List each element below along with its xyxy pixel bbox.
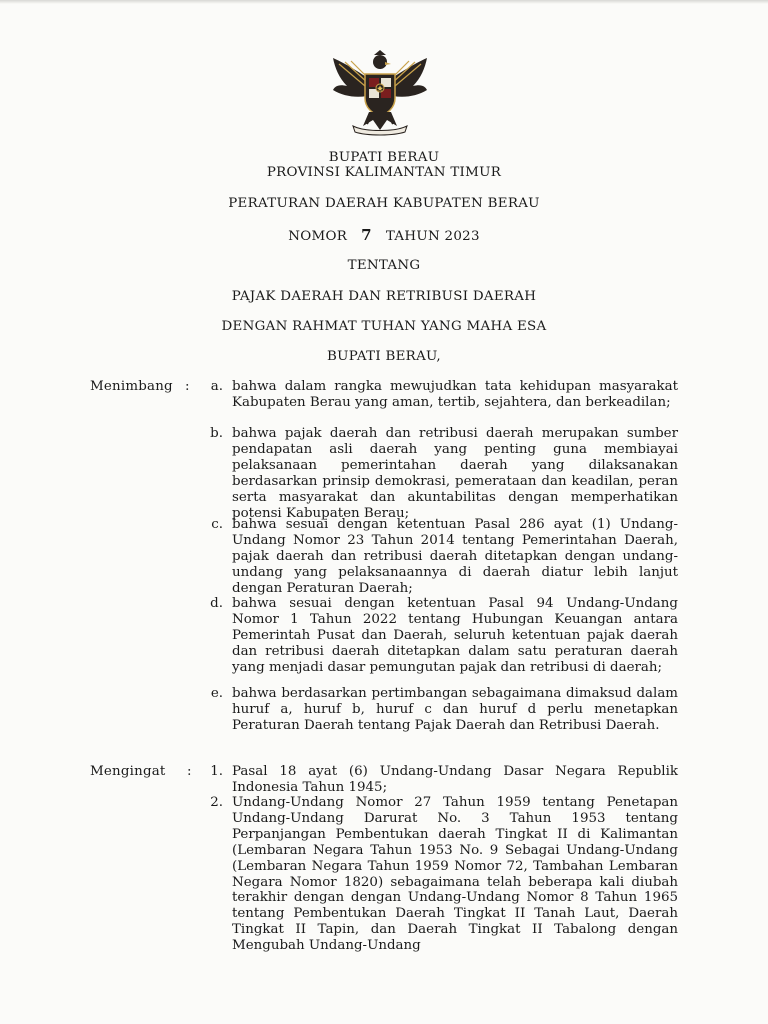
regulation-subject: PAJAK DAERAH DAN RETRIBUSI DAERAH — [231, 289, 537, 304]
menimbang-colon: : — [185, 379, 190, 394]
item-marker: 2. — [210, 795, 223, 810]
invocation-line: DENGAN RAHMAT TUHAN YANG MAHA ESA — [221, 319, 547, 334]
nomor-label: NOMOR — [288, 229, 348, 244]
scan-edge — [0, 0, 768, 4]
item-marker: a. — [210, 379, 223, 394]
item-marker: c. — [211, 517, 223, 532]
province-title: PROVINSI KALIMANTAN TIMUR — [266, 165, 502, 180]
regulation-number-line — [0, 226, 768, 244]
item-marker: e. — [210, 686, 223, 701]
mengingat-colon: : — [187, 764, 192, 779]
item-marker: b. — [210, 426, 223, 441]
regulation-title: PERATURAN DAERAH KABUPATEN BERAU — [228, 196, 540, 211]
item-text: bahwa dalam rangka mewujudkan tata kehidupan masyarakat Kabupaten Berau yang aman, tertib, sejahtera, dan berkeadilan; — [232, 379, 678, 410]
item-text: Pasal 18 ayat (6) Undang-Undang Dasar Negara Republik Indonesia Tahun 1945; — [232, 764, 678, 795]
item-text: bahwa sesuai dengan ketentuan Pasal 94 Undang-Undang Nomor 1 Tahun 2022 tentang Hubungan Keuangan antara Pemerintah Pusat dan Daerah, seluruh ketentuan pajak daerah dan retribusi daerah ditetapkan dalam satu peraturan daerah yang menjadi dasar pemungutan pajak dan retribusi di daerah; — [232, 596, 678, 675]
item-text: bahwa berdasarkan pertimbangan sebagaimana dimaksud dalam huruf a, huruf b, huruf c dan huruf d perlu menetapkan Peraturan Daerah tentang Pajak Daerah dan Retribusi Daerah. — [232, 686, 678, 733]
item-marker: 1. — [210, 764, 223, 779]
menimbang-label: Menimbang — [90, 379, 173, 394]
mengingat-label: Mengingat — [90, 764, 166, 779]
item-text: bahwa pajak daerah dan retribusi daerah merupakan sumber pendapatan asli daerah yang penting guna membiayai pelaksanaan pemerintahan daerah yang dilaksanakan berdasarkan prinsip demokrasi, pemerataan dan keadilan, peran serta masyarakat dan akuntabilitas dengan memperhatikan potensi Kabupaten Berau; — [232, 426, 678, 521]
item-text: Undang-Undang Nomor 27 Tahun 1959 tentang Penetapan Undang-Undang Darurat No. 3 Tahun 1953 tentang Perpanjangan Pembentukan daerah Tingkat II di Kalimantan (Lembaran Negara Tahun 1953 No. 9 Sebagai Undang-Undang (Lembaran Negara Tahun 1959 Nomor 72, Tambahan Lembaran Negara Nomor 1820) sebagaimana telah beberapa kali diubah terakhir dengan dengan Undang-Undang Nomor 8 Tahun 1965 tentang Pembentukan Daerah Tingkat II Tanah Laut, Daerah Tingkat II Tapin, dan Daerah Tingkat II Tabalong dengan Mengubah Undang-Undang — [232, 795, 678, 954]
item-text: bahwa sesuai dengan ketentuan Pasal 286 ayat (1) Undang-Undang Nomor 23 Tahun 2014 tentang Pemerintahan Daerah, pajak daerah dan retribusi daerah ditetapkan dengan undang-undang yang pelaksanaannya di daerah diatur lebih lanjut dengan Peraturan Daerah; — [232, 517, 678, 596]
item-marker: d. — [210, 596, 223, 611]
issuer-title: BUPATI BERAU — [328, 150, 440, 165]
nomor-value: 7 — [361, 226, 372, 244]
garuda-emblem-icon — [325, 46, 435, 136]
tahun-label: TAHUN 2023 — [385, 229, 480, 244]
tentang-heading: TENTANG — [347, 258, 421, 273]
official-line: BUPATI BERAU, — [327, 349, 441, 364]
